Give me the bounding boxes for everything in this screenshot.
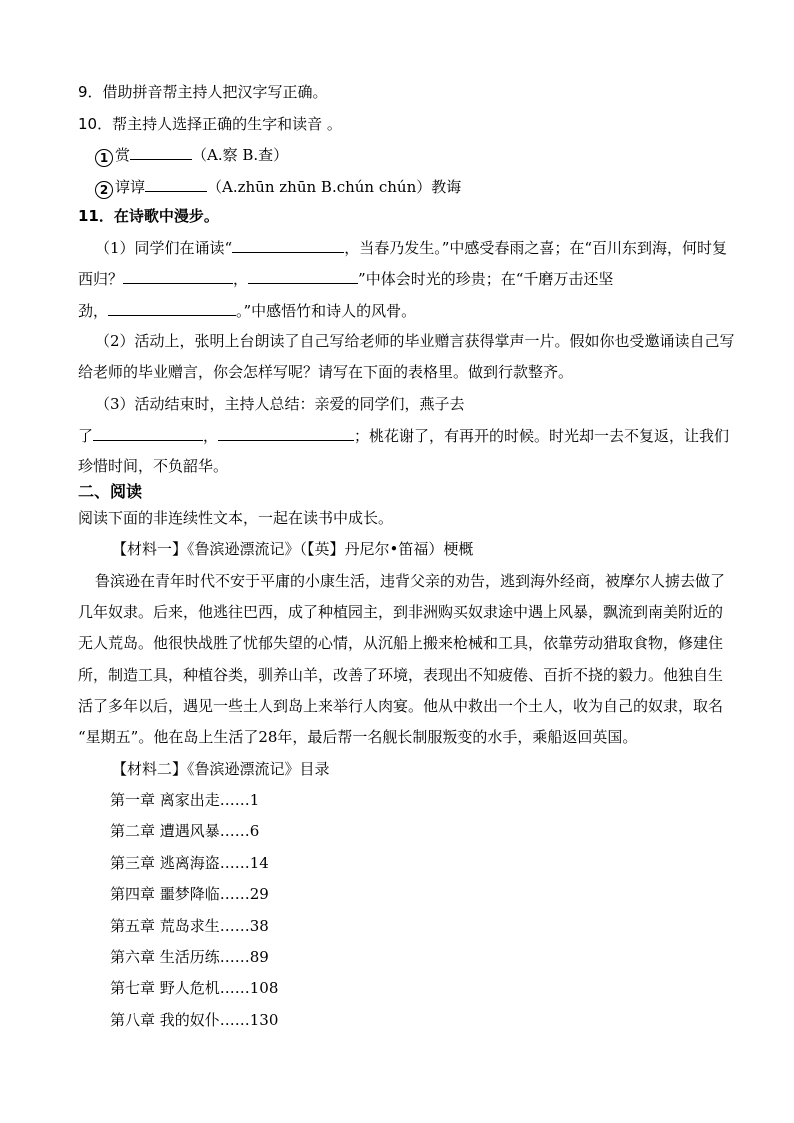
answer-blank[interactable]	[108, 300, 236, 316]
material-1-line: 无人荒岛。他很快战胜了忧郁失望的心情，从沉船上搬来枪械和工具，依靠劳动猎取食物，修建住	[78, 634, 724, 652]
question-10-item-1: 1 赏 （A.察 B.查）	[95, 144, 288, 167]
material-1-line: 几年奴隶。后来，他逃往巴西，成了种植园主，到非洲购买奴隶途中遇上风暴，飘流到南美附近的	[78, 603, 724, 621]
toc-item: 第五章 荒岛求生……38	[110, 917, 269, 935]
toc-item: 第四章 噩梦降临……29	[110, 885, 269, 903]
answer-blank[interactable]	[93, 425, 203, 441]
question-11-part-1-line-3: 劲， 。”中感悟竹和诗人的风骨。	[78, 302, 417, 320]
toc-item: 第三章 逃离海盗……14	[110, 854, 269, 872]
answer-blank[interactable]	[145, 176, 207, 192]
question-10-item-2: 2 谆谆 （A.zhūn zhūn B.chún chún）教诲	[95, 176, 461, 199]
toc-item: 第六章 生活历练……89	[110, 948, 269, 966]
answer-blank[interactable]	[130, 144, 192, 160]
circled-number: 2	[95, 181, 113, 199]
question-11-part-3-line-2: 了 ， ；桃花谢了，有再开的时候。时光却一去不复返，让我们	[78, 427, 730, 445]
circled-number: 1	[95, 149, 113, 167]
question-11-part-2-line-2: 给老师的毕业赠言，你会怎样写呢？请写在下面的表格里。做到行款整齐。	[78, 363, 574, 381]
answer-blank[interactable]	[218, 425, 354, 441]
toc-item: 第七章 野人危机……108	[110, 979, 279, 997]
material-2-title: 【材料二】《鲁滨逊漂流记》目录	[112, 760, 330, 778]
section-heading: 二、阅读	[78, 482, 143, 501]
question-11-part-1-line-1: （1）同学们在诵读“ ，当春乃发生。”中感受春雨之喜；在“百川东到海，何时复	[95, 239, 728, 257]
material-1-line: 所，制造工具，种植谷类，驯养山羊，改善了环境，表现出不知疲倦、百折不挠的毅力。他独自生	[78, 666, 724, 684]
section-intro: 阅读下面的非连续性文本，一起在读书中成长。	[78, 509, 394, 527]
question-11-part-3-line-1: （3）活动结束时，主持人总结：亲爱的同学们，燕子去	[95, 395, 465, 413]
material-1-title: 【材料一】《鲁滨逊漂流记》（【英】丹尼尔•笛福）梗概	[112, 540, 474, 558]
toc-item: 第二章 遭遇风暴……6	[110, 822, 260, 840]
material-1-line: 鲁滨逊在青年时代不安于平庸的小康生活，违背父亲的劝告，逃到海外经商，被摩尔人掳去做了	[95, 572, 726, 590]
question-11-part-3-line-3: 珍惜时间，不负韶华。	[78, 457, 229, 475]
answer-blank[interactable]	[248, 268, 358, 284]
toc-item: 第八章 我的奴仆……130	[110, 1011, 279, 1029]
question-10: 10．帮主持人选择正确的生字和读音 。	[78, 115, 342, 133]
question-9: 9．借助拼音帮主持人把汉字写正确。	[78, 83, 328, 101]
toc-item: 第一章 离家出走……1	[110, 791, 260, 809]
question-11-part-2-line-1: （2）活动上，张明上台朗读了自己写给老师的毕业赠言获得掌声一片。假如你也受邀诵读自己写	[95, 332, 735, 350]
material-1-line: “星期五”。他在岛上生活了28年，最后帮一名舰长制服叛变的水手，乘船返回英国。	[78, 728, 638, 746]
question-11-title: 11．在诗歌中漫步。	[78, 207, 219, 225]
answer-blank[interactable]	[123, 268, 233, 284]
question-11-part-1-line-2: 西归？ ， ”中体会时光的珍贵；在“千磨万击还坚	[78, 270, 614, 288]
answer-blank[interactable]	[232, 237, 344, 253]
material-1-line: 活了多年以后，遇见一些土人到岛上来举行人肉宴。他从中救出一个土人，收为自己的奴隶，取名	[78, 697, 724, 715]
